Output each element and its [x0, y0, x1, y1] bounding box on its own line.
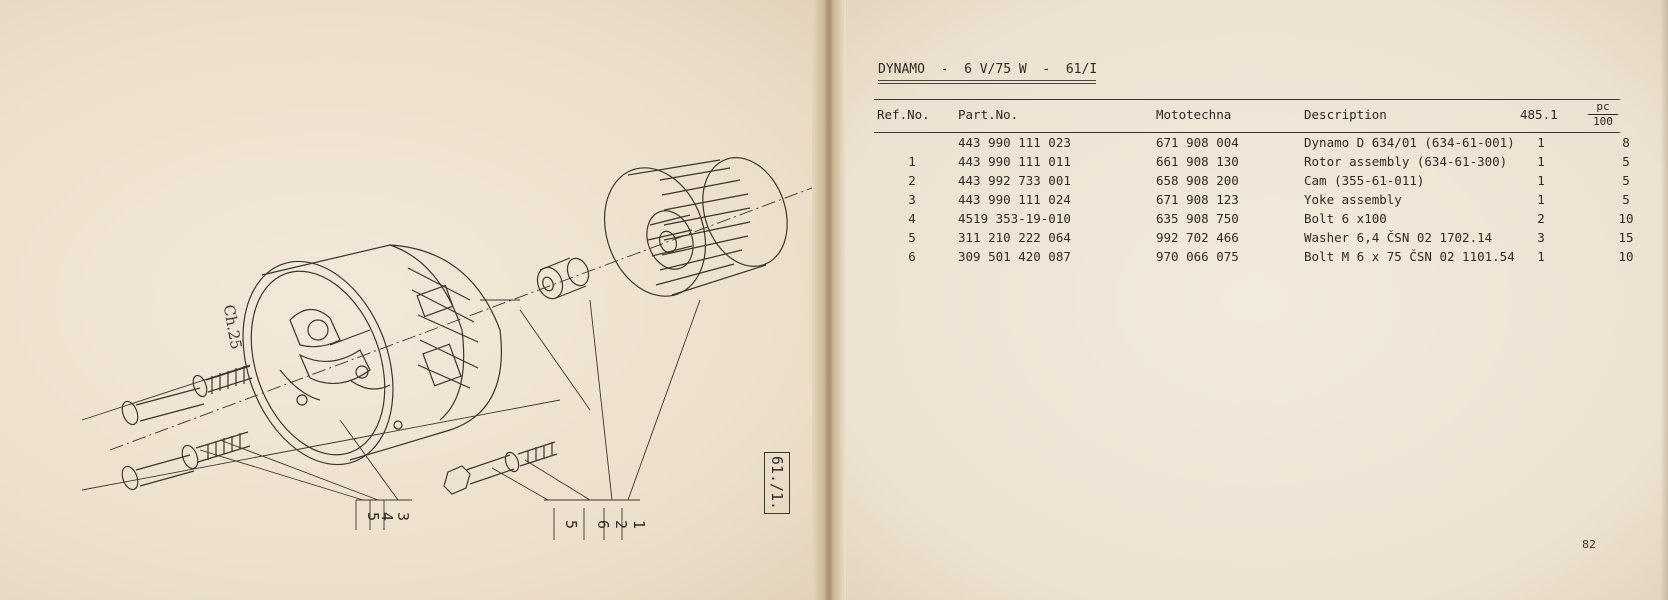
row-pc: 10 — [1618, 249, 1634, 264]
row-description: Bolt M 6 x 75 ČSN 02 1101.54 — [1304, 249, 1515, 264]
plate-label-box — [764, 452, 790, 514]
plate-label: 61./1. — [768, 455, 786, 511]
row-qty: 3 — [1537, 230, 1545, 245]
left-page — [0, 0, 826, 600]
row-mototechna: 671 908 004 — [1156, 135, 1239, 150]
callout-leaders — [200, 300, 700, 540]
row-mototechna: 992 702 466 — [1156, 230, 1239, 245]
upper-bolt — [119, 366, 252, 427]
row-ref: 4 — [908, 211, 916, 226]
row-description: Yoke assembly — [1304, 192, 1402, 207]
callout-left-4: 4 — [378, 512, 396, 522]
header-part-no: Part.No. — [958, 107, 1019, 122]
callout-right-1: 1 — [630, 520, 648, 530]
row-ref: 1 — [908, 154, 916, 169]
right-bolt — [444, 442, 557, 494]
table-row — [0, 192, 1668, 211]
row-pc: 10 — [1618, 211, 1634, 226]
callout-right-5: 5 — [562, 520, 580, 530]
callout-right-6: 6 — [594, 520, 612, 530]
table-row — [0, 230, 1668, 249]
page-title: DYNAMO - 6 V/75 W - 61/I — [878, 62, 1098, 77]
header-pc-bottom: 100 — [1593, 115, 1613, 128]
table-row — [0, 154, 1668, 173]
table-row — [0, 249, 1668, 268]
row-qty: 1 — [1537, 249, 1545, 264]
row-description: Dynamo D 634/01 (634-61-001) — [1304, 135, 1515, 150]
exploded-dynamo-diagram — [0, 0, 826, 600]
title-underline — [878, 80, 1096, 81]
header-pc — [1588, 101, 1618, 128]
row-pc: 15 — [1618, 230, 1634, 245]
row-mototechna: 970 066 075 — [1156, 249, 1239, 264]
page-number: 82 — [1582, 538, 1596, 551]
header-qty: 485.1 — [1520, 107, 1558, 122]
table-row — [0, 211, 1668, 230]
row-qty: 1 — [1537, 154, 1545, 169]
row-mototechna: 671 908 123 — [1156, 192, 1239, 207]
callout-left-3: 3 — [394, 512, 412, 522]
header-ref-no: Ref.No. — [877, 107, 930, 122]
lower-bolt-axis — [82, 400, 560, 490]
row-qty: 1 — [1537, 135, 1545, 150]
handwritten-note: Ch.25 — [219, 303, 246, 351]
header-description: Description — [1304, 107, 1387, 122]
row-pc: 5 — [1622, 192, 1630, 207]
callout-left-5: 5 — [364, 512, 382, 522]
row-description: Bolt 6 x100 — [1304, 211, 1387, 226]
header-mototechna: Mototechna — [1156, 107, 1232, 122]
row-description: Washer 6,4 ČSN 02 1702.14 — [1304, 230, 1493, 245]
row-ref: 6 — [908, 249, 916, 264]
table-row — [0, 173, 1668, 192]
book-gutter — [812, 0, 846, 600]
row-qty: 1 — [1537, 173, 1545, 188]
upper-bolt-axis — [82, 365, 250, 420]
table-row — [0, 135, 1668, 154]
row-description: Cam (355-61-011) — [1304, 173, 1425, 188]
title-underline-2 — [878, 83, 1096, 84]
header-pc-top: pc — [1596, 100, 1610, 113]
row-pc: 5 — [1622, 154, 1630, 169]
table-header-rule — [874, 132, 1620, 133]
row-part-no: 311 210 222 064 — [958, 230, 1071, 245]
row-part-no: 443 990 111 023 — [958, 135, 1071, 150]
row-description: Rotor assembly (634-61-300) — [1304, 154, 1508, 169]
row-mototechna: 658 908 200 — [1156, 173, 1239, 188]
row-pc: 8 — [1622, 135, 1630, 150]
page-edge-shadow — [1660, 0, 1668, 600]
row-qty: 1 — [1537, 192, 1545, 207]
row-mototechna: 661 908 130 — [1156, 154, 1239, 169]
row-ref: 5 — [908, 230, 916, 245]
table-top-rule — [874, 99, 1620, 100]
row-ref: 3 — [908, 192, 916, 207]
callout-right-2: 2 — [612, 520, 630, 530]
row-qty: 2 — [1537, 211, 1545, 226]
row-part-no: 443 992 733 001 — [958, 173, 1071, 188]
right-page — [846, 0, 1668, 600]
row-part-no: 4519 353-19-010 — [958, 211, 1071, 226]
yoke-housing — [216, 240, 501, 485]
row-ref: 2 — [908, 173, 916, 188]
row-part-no: 309 501 420 087 — [958, 249, 1071, 264]
row-mototechna: 635 908 750 — [1156, 211, 1239, 226]
row-part-no: 443 990 111 011 — [958, 154, 1071, 169]
row-part-no: 443 990 111 024 — [958, 192, 1071, 207]
row-pc: 5 — [1622, 173, 1630, 188]
